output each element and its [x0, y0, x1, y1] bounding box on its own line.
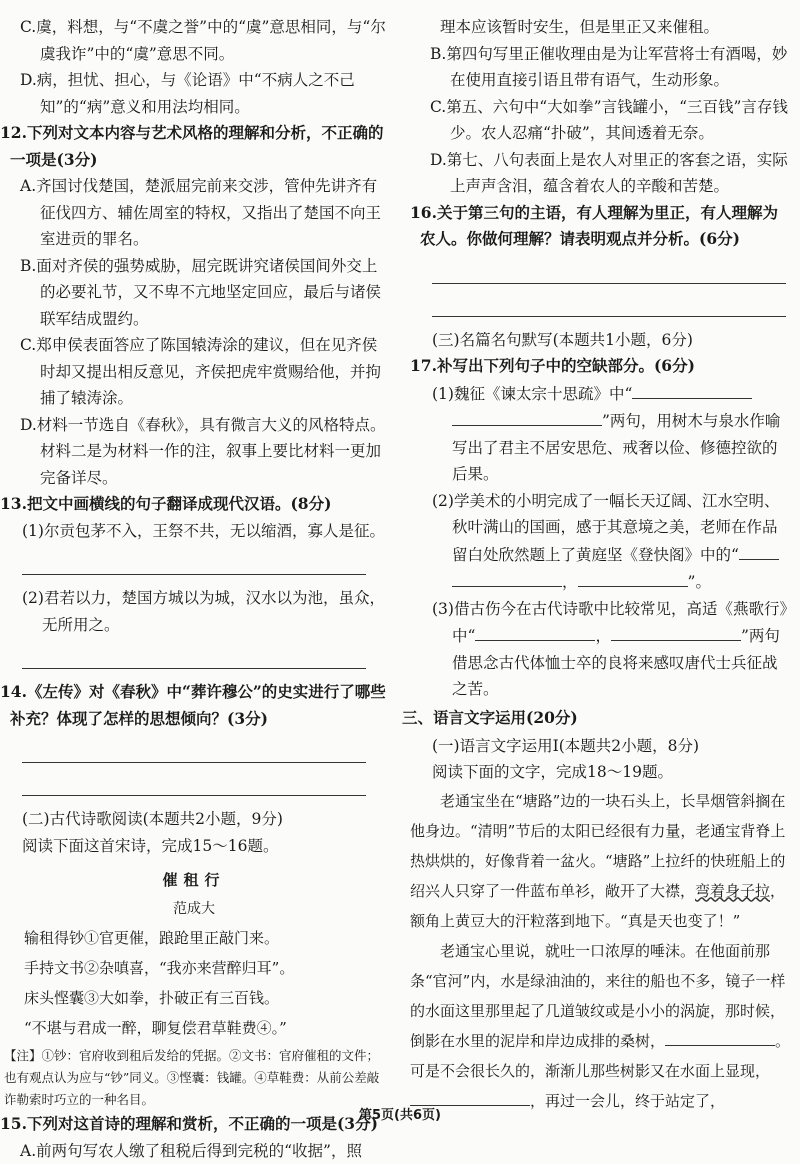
- section-poetry-heading: (二)古代诗歌阅读(本题共2小题，9分): [0, 806, 388, 833]
- q17-item-3: (3)借古伤今在古代诗歌中比较常见，高适《燕歌行》中“ ， ”两句借思念古代体恤士卒的良将来感叹唐代士兵征战之苦。: [410, 596, 792, 703]
- q17-item-1-text: (1)魏征《谏太宗十思疏》中“: [432, 385, 632, 403]
- q15-stem: 15.下列对这首诗的理解和赏析，不正确的一项是(3分): [0, 1111, 388, 1138]
- q17-item-3-text-end: ”两句借思念古代体恤士卒的良将来感叹唐代士兵征战之苦。: [452, 627, 780, 698]
- q15-option-a: A.前两句写农人缴了租税后得到完税的“收据”，照: [0, 1138, 388, 1164]
- q17-item-3-text: (3)借古伤今在古代诗歌中比较常见，高适《燕歌行》中“: [432, 600, 787, 646]
- q15-option-a-continued: 理本应该暂时安生，但是里正又来催租。: [410, 14, 792, 41]
- q15-option-b: B.第四句写里正催收理由是为让军营将士有酒喝，妙在使用直接引语且带有语气，生动形象。: [410, 41, 792, 94]
- poem-line: “不堪与君成一醉，聊复偿君草鞋费④。”: [0, 1013, 388, 1043]
- answer-line[interactable]: [22, 736, 366, 763]
- q13-stem: 13.把文中画横线的句子翻译成现代汉语。(8分): [0, 491, 388, 518]
- section-poetry-instruction: 阅读下面这首宋诗，完成15～16题。: [0, 833, 388, 860]
- poem-line: 手持文书②杂嗔喜，“我亦来营醉归耳”。: [0, 953, 388, 983]
- answer-line[interactable]: [22, 548, 366, 575]
- passage-text: 老通宝心里说，就吐一口浓厚的唾沫。在他面前那条“官河”内，水是绿油油的，来往的船也不多，镜子一样的水面这里那里起了几道皱纹或是小小的涡旋，那时候，倒影在水里的泥岸和岸边成排的桑树，: [410, 942, 785, 1050]
- blank-field[interactable]: [452, 407, 602, 426]
- answer-line[interactable]: [22, 769, 366, 796]
- q15-option-c: C.第五、六句中“大如拳”言钱罐小，“三百钱”言存钱少。农人忍痛“扑破”，其间透着无奈。: [410, 94, 792, 147]
- q17-item-2-text: (2)学美术的小明完成了一幅长天辽阔、江水空明、秋叶满山的国画，感于其意境之美，老师在作品留白处欣然题上了黄庭坚《登快阁》中的“: [432, 492, 779, 564]
- blank-field[interactable]: [665, 1027, 735, 1046]
- q11-option-c: C.虞，料想，与“不虞之誉”中的“虞”意思相同，与“尔虞我诈”中的“虞”意思不同。: [0, 14, 388, 67]
- blank-field[interactable]: [739, 541, 779, 560]
- q14-stem: 14.《左传》对《春秋》中“葬许穆公”的史实进行了哪些补充？体现了怎样的思想倾向？(3分): [0, 679, 388, 732]
- q12-stem: 12.下列对文本内容与艺术风格的理解和分析，不正确的一项是(3分): [0, 120, 388, 173]
- q16-stem: 16.关于第三句的主语，有人理解为里正，有人理解为农人。你做何理解？请表明观点并分析。(6分): [410, 200, 792, 253]
- q17-stem: 17.补写出下列句子中的空缺部分。(6分): [410, 353, 792, 380]
- passage-paragraph-1: [410, 786, 792, 936]
- page-footer: 第5页(共6页): [0, 1104, 800, 1123]
- answer-line[interactable]: [22, 642, 366, 669]
- passage-text: ，额角上黄豆大的汗粒落到地下。“真是天也变了！”: [410, 882, 785, 930]
- q17-item-2-text-end: ”。: [688, 573, 711, 591]
- part3-heading: 三、语言文字运用(20分): [402, 703, 792, 733]
- q17-item-1-text-end: ”两句，用树木与泉水作喻写出了君主不居安思危、戒奢以俭、修德控欲的后果。: [452, 412, 780, 483]
- q12-option-c: C.郑申侯表面答应了陈国辕涛涂的建议，但在见齐侯时却又提出相反意见，齐侯把虎牢赏赐给他，并拘捕了辕涛涂。: [0, 332, 388, 412]
- blank-field[interactable]: [452, 568, 562, 587]
- blank-field[interactable]: [578, 568, 688, 587]
- passage-paragraph-2: [410, 936, 792, 1116]
- part3-subheading: (一)语言文字运用Ⅰ(本题共2小题，8分): [410, 733, 792, 760]
- blank-field[interactable]: [475, 622, 595, 641]
- q11-option-d: D.病，担忧、担心，与《论语》中“不病人之不己知”的“病”意义和用法均相同。: [0, 67, 388, 120]
- blank-field[interactable]: [632, 380, 752, 399]
- passage-text: 老通宝坐在“塘路”边的一块石头上，长旱烟管斜搁在他身边。“清明”节后的太阳已经很有力量，老通宝背脊上热烘烘的，好像背着一盆火。“塘路”上拉纤的快班船上的绍兴人只穿了一件蓝布单衫，敞开了大襟，: [410, 792, 785, 900]
- answer-line[interactable]: [432, 290, 786, 317]
- q17-item-1: [410, 380, 792, 488]
- q12-option-a: A.齐国讨伐楚国，楚派屈完前来交涉，管仲先讲齐有征伐四方、辅佐周室的特权，又指出了楚国不向王室进贡的罪名。: [0, 173, 388, 253]
- passage-text: 。可是不会很长久的，渐渐儿那些树影又在水面上显现，: [410, 1032, 790, 1080]
- blank-field[interactable]: [611, 622, 741, 641]
- q17-item-2: (2)学美术的小明完成了一幅长天辽阔、江水空明、秋叶满山的国画，感于其意境之美，老师在作品留白处欣然题上了黄庭坚《登快阁》中的“， ”。: [410, 488, 792, 596]
- answer-line[interactable]: [432, 257, 786, 284]
- q12-option-d: D.材料一节选自《春秋》，具有微言大义的风格特点。材料二是为材料一作的注，叙事上要比材料一更加完备详尽。: [0, 412, 388, 492]
- q15-option-d: D.第七、八句表面上是农人对里正的客套之语，实际上声声含泪，蕴含着农人的辛酸和苦楚。: [410, 147, 792, 200]
- poem-line: 输租得钞①官更催，踉跄里正敲门来。: [0, 923, 388, 953]
- part3-instruction: 阅读下面的文字，完成18～19题。: [410, 759, 792, 786]
- blank-field[interactable]: [410, 1087, 530, 1106]
- wavy-underlined-phrase: 弯着身子拉: [695, 882, 770, 900]
- left-column: [0, 14, 388, 1164]
- q12-option-b: B.面对齐侯的强势威胁，屈完既讲究诸侯国间外交上的必要礼节，又不卑不亢地坚定回应，最后与诸侯联军结成盟约。: [0, 253, 388, 333]
- q13-item-1: (1)尔贡包茅不入，王祭不共，无以缩酒，寡人是征。: [0, 518, 388, 545]
- poem-author: 范成大: [0, 895, 388, 923]
- q13-item-2: (2)君若以力，楚国方城以为城，汉水以为池，虽众，无所用之。: [0, 585, 388, 638]
- section-recitation-heading: (三)名篇名句默写(本题共1小题，6分): [410, 327, 792, 354]
- blank-field[interactable]: [735, 1027, 775, 1046]
- passage-text: ，再过一会儿，终于站定了，: [530, 1092, 725, 1110]
- poem-line: 床头悭囊③大如拳，扑破正有三百钱。: [0, 983, 388, 1013]
- poem-notes: 【注】①钞：官府收到租后发给的凭据。②文书：官府催租的文件；也有观点认为应与“钞”同义。③悭囊：钱罐。④草鞋费：从前公差敲诈勒索时巧立的一种名目。: [0, 1045, 388, 1111]
- poem-title: 催租行: [0, 865, 388, 895]
- right-column: [410, 14, 792, 1116]
